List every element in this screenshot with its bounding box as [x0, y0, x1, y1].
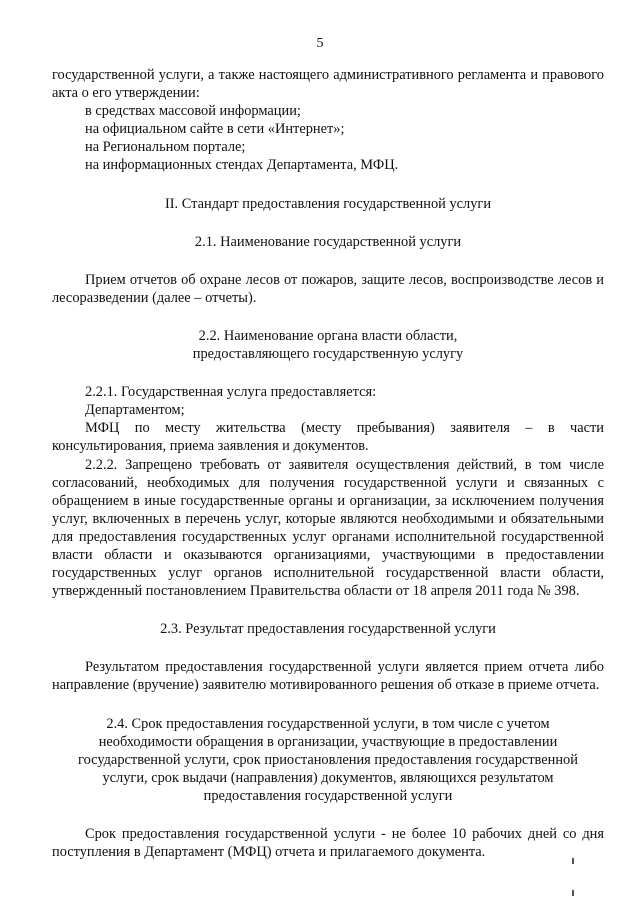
heading-2-4-line: предоставления государственной услуги [203, 787, 453, 804]
paragraph-2-4: Срок предоставления государственной услуги - не более 10 рабочих дней со дня поступления в Департамент (МФЦ) отчета и прилагаемого документа. [52, 826, 604, 861]
paragraph-2-2-1-intro: 2.2.1. Государственная услуга предоставляется: [85, 384, 377, 401]
paragraph-continuation: государственной услуги, а также настоящего административного регламента и правового акта о его утверждении: [52, 67, 604, 102]
heading-2-4-line: услуги, срок выдачи (направления) документов, являющихся результатом [102, 769, 554, 786]
heading-2-1: 2.1. Наименование государственной услуги [194, 233, 462, 250]
paragraph-2-2-2: 2.2.2. Запрещено требовать от заявителя осуществления действий, в том числе согласований, необходимых для получения государственной услуги и связанных с обращением в иные государственные органы и организации, за исключением получения услуг, включенных в перечень услуг, которые являются необходимыми и обязательными для предоставления государственных услуг органами исполнительной государственной власти области и оказываются организациями, участвующими в предоставлении государственных услуг органов исполнительной государственной власти области, утвержденный постановлением Правительства области от 18 апреля 2011 года № 398. [52, 456, 604, 600]
heading-2-4-line: государственной услуги, срок приостановления предоставления государственной [78, 751, 578, 768]
paragraph-2-1: Прием отчетов об охране лесов от пожаров, защите лесов, воспроизводстве лесов и лесоразведении (далее – отчеты). [52, 271, 604, 306]
heading-2-2-line-1: 2.2. Наименование органа власти области, [198, 327, 458, 344]
heading-2-4-line: необходимости обращения в организации, участвующие в предоставлении [98, 733, 558, 750]
list-item: на Региональном портале; [85, 139, 246, 156]
paragraph-2-2-1-department: Департаментом; [85, 402, 185, 419]
publication-channels-list [52, 102, 604, 174]
heading-2-4 [52, 715, 604, 805]
page-number: 5 [316, 36, 324, 51]
section-title: II. Стандарт предоставления государственной услуги [164, 195, 492, 212]
heading-2-3: 2.3. Результат предоставления государственной услуги [160, 621, 496, 638]
list-item: в средствах массовой информации; [85, 103, 301, 120]
list-item: на информационных стендах Департамента, МФЦ. [85, 157, 399, 174]
page-content [52, 66, 604, 861]
paragraph-2-2-1-mfc: МФЦ по месту жительства (месту пребывания) заявителя – в части консультирования, приема заявления и документов. [52, 420, 604, 455]
paragraph-2-3: Результатом предоставления государственной услуги является прием отчета либо направление (вручение) заявителю мотивированного решения об отказе в приеме отчета. [52, 659, 604, 694]
scan-mark [572, 858, 574, 864]
heading-2-4-line: 2.4. Срок предоставления государственной услуги, в том числе с учетом [106, 715, 550, 732]
list-item: на официальном сайте в сети «Интернет»; [85, 121, 345, 138]
scan-mark [572, 890, 574, 896]
heading-2-2-line-2: предоставляющего государственную услугу [192, 346, 464, 363]
